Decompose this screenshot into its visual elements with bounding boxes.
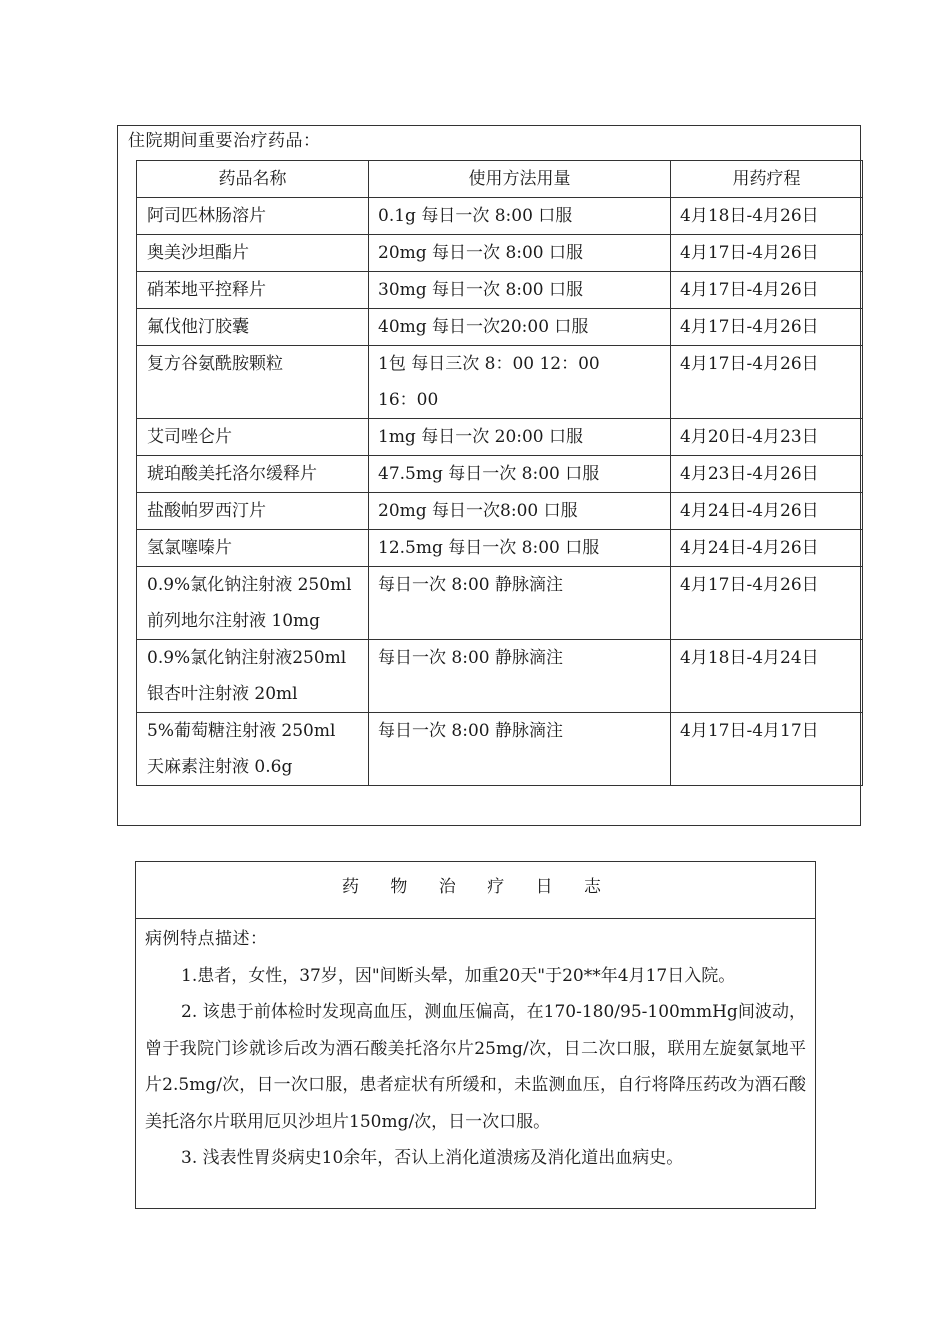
log-title: 药 物 治 疗 日 志 [136, 862, 815, 919]
drug-name-cell [137, 493, 369, 530]
table-row [137, 530, 863, 567]
drug-usage-cell-line: 30mg 每日一次 8:00 口服 [378, 280, 584, 300]
drug-usage-cell-line: 40mg 每日一次20:00 口服 [378, 317, 589, 337]
table-row [137, 456, 863, 493]
drug-name-cell-line: 奥美沙坦酯片 [147, 243, 249, 263]
table-row [137, 272, 863, 309]
drug-usage-cell [369, 713, 671, 786]
drug-usage-cell [369, 419, 671, 456]
drug-usage-cell [369, 235, 671, 272]
table-row [137, 713, 863, 786]
header-course: 用药疗程 [671, 161, 863, 198]
drug-usage-cell-line: 0.1g 每日一次 8:00 口服 [378, 206, 573, 226]
drug-usage-cell-line: 每日一次 8:00 静脉滴注 [378, 648, 563, 668]
drug-name-cell [137, 640, 369, 713]
drug-usage-cell [369, 530, 671, 567]
table-row [137, 309, 863, 346]
drug-table [136, 160, 863, 786]
drug-usage-cell-line: 20mg 每日一次8:00 口服 [378, 501, 578, 521]
case-paragraph-2: 2. 该患于前体检时发现高血压，测血压偏高，在170-180/95-100mmHg间波动，曾于我院门诊就诊后改为酒石酸美托洛尔片25mg/次，日二次口服，联用左旋氨氯地平片2.5mg/次，日一次口服，患者症状有所缓和，未监测血压，自行将降压药改为酒石酸美托洛尔片联用厄贝沙坦片150mg/次，日一次口服。 [145, 1002, 806, 1132]
case-paragraph-1: 1.患者，女性，37岁，因"间断头晕，加重20天"于20**年4月17日入院。 [181, 965, 736, 986]
table-row [137, 567, 863, 640]
drug-section [117, 125, 861, 826]
case-heading: 病例特点描述： [145, 929, 268, 949]
drug-name-cell-line: 天麻素注射液 0.6g [147, 757, 293, 777]
drug-name-cell [137, 419, 369, 456]
drug-usage-cell-line: 20mg 每日一次 8:00 口服 [378, 243, 584, 263]
drug-name-cell-line: 5%葡萄糖注射液 250ml [147, 721, 336, 741]
drug-usage-cell [369, 493, 671, 530]
table-row [137, 419, 863, 456]
header-drug-name: 药品名称 [137, 161, 369, 198]
drug-course-cell: 4月18日-4月24日 [671, 640, 863, 713]
drug-name-cell-line: 阿司匹林肠溶片 [147, 206, 266, 226]
drug-usage-cell-line: 每日一次 8:00 静脉滴注 [378, 721, 563, 741]
drug-name-cell-line: 0.9%氯化钠注射液250ml [147, 648, 347, 668]
drug-usage-cell [369, 640, 671, 713]
drug-usage-cell [369, 309, 671, 346]
drug-course-cell: 4月20日-4月23日 [671, 419, 863, 456]
drug-usage-cell [369, 567, 671, 640]
case-description [136, 919, 815, 1177]
table-row [137, 493, 863, 530]
case-paragraph-3: 3. 浅表性胃炎病史10余年，否认上消化道溃疡及消化道出血病史。 [181, 1148, 684, 1168]
drug-usage-cell [369, 456, 671, 493]
drug-course-cell: 4月17日-4月26日 [671, 235, 863, 272]
drug-name-cell-line: 艾司唑仑片 [147, 427, 232, 447]
drug-name-cell [137, 309, 369, 346]
drug-course-cell: 4月17日-4月26日 [671, 272, 863, 309]
drug-name-cell-line: 氟伐他汀胶囊 [147, 317, 249, 337]
drug-name-cell-line: 复方谷氨酰胺颗粒 [147, 354, 283, 374]
drug-course-cell: 4月17日-4月26日 [671, 567, 863, 640]
drug-name-cell-line: 0.9%氯化钠注射液 250ml [147, 575, 352, 595]
drug-usage-cell-line: 每日一次 8:00 静脉滴注 [378, 575, 563, 595]
drug-course-cell: 4月17日-4月26日 [671, 346, 863, 419]
drug-name-cell [137, 456, 369, 493]
table-row [137, 346, 863, 419]
drug-name-cell-line: 硝苯地平控释片 [147, 280, 266, 300]
drug-name-cell-line: 前列地尔注射液 10mg [147, 611, 321, 631]
drug-usage-cell [369, 198, 671, 235]
drug-usage-cell-line: 16：00 [378, 390, 439, 410]
drug-name-cell [137, 567, 369, 640]
drug-course-cell: 4月23日-4月26日 [671, 456, 863, 493]
drug-section-caption: 住院期间重要治疗药品： [128, 131, 321, 151]
table-row [137, 235, 863, 272]
drug-name-cell [137, 346, 369, 419]
drug-course-cell: 4月17日-4月26日 [671, 309, 863, 346]
drug-name-cell-line: 盐酸帕罗西汀片 [147, 501, 266, 521]
drug-usage-cell [369, 272, 671, 309]
drug-usage-cell-line: 12.5mg 每日一次 8:00 口服 [378, 538, 600, 558]
drug-name-cell [137, 235, 369, 272]
drug-course-cell: 4月24日-4月26日 [671, 530, 863, 567]
table-row [137, 198, 863, 235]
drug-course-cell: 4月17日-4月17日 [671, 713, 863, 786]
drug-name-cell-line: 琥珀酸美托洛尔缓释片 [147, 464, 317, 484]
drug-usage-cell-line: 1包 每日三次 8：00 12：00 [378, 354, 600, 374]
drug-usage-cell-line: 47.5mg 每日一次 8:00 口服 [378, 464, 600, 484]
drug-name-cell [137, 713, 369, 786]
drug-course-cell: 4月18日-4月26日 [671, 198, 863, 235]
drug-table-header-row [137, 161, 863, 198]
drug-course-cell: 4月24日-4月26日 [671, 493, 863, 530]
drug-name-cell [137, 530, 369, 567]
drug-name-cell-line: 银杏叶注射液 20ml [147, 684, 298, 704]
medication-log-section [135, 861, 816, 1209]
header-usage: 使用方法用量 [369, 161, 671, 198]
drug-usage-cell [369, 346, 671, 419]
drug-name-cell [137, 272, 369, 309]
table-row [137, 640, 863, 713]
drug-name-cell [137, 198, 369, 235]
drug-name-cell-line: 氢氯噻嗪片 [147, 538, 232, 558]
drug-usage-cell-line: 1mg 每日一次 20:00 口服 [378, 427, 584, 447]
